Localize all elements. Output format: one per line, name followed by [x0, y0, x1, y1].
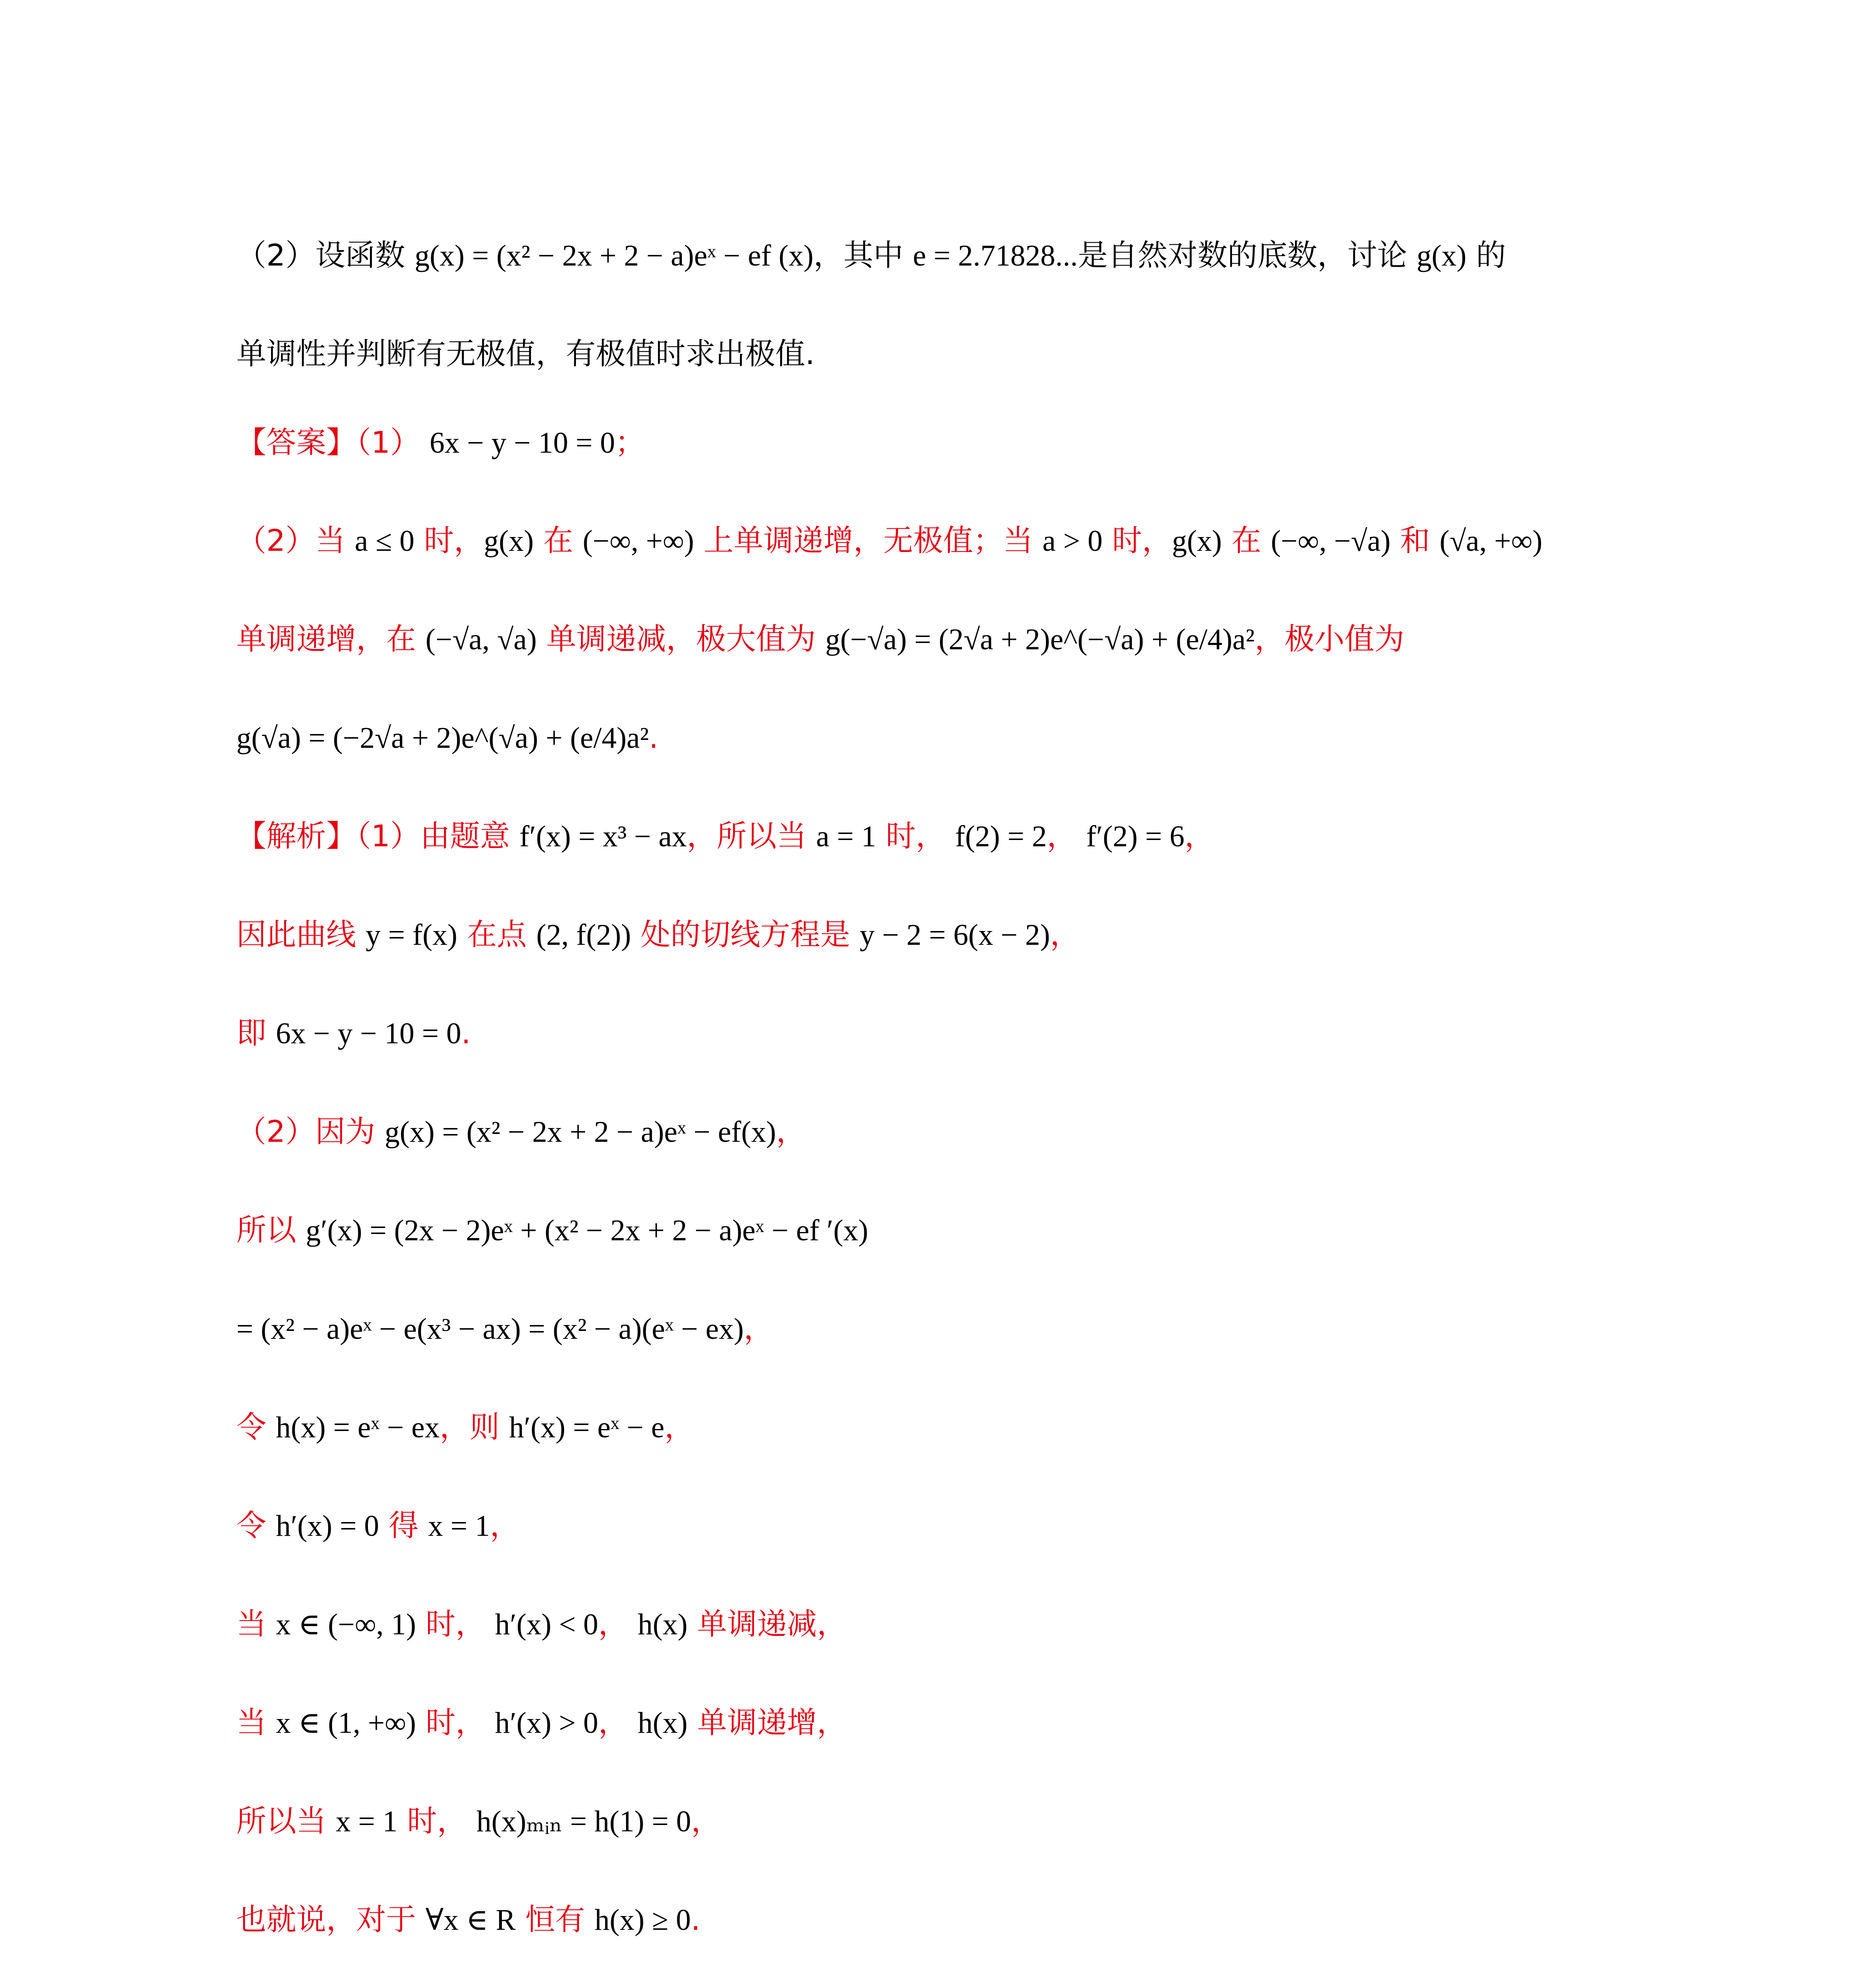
text-run: ，: [1184, 818, 1215, 853]
solution-line-6: [236, 1309, 1718, 1349]
text-run: （1）: [356, 425, 430, 460]
math-expression: f(2) = 2: [955, 820, 1047, 853]
text-run: .: [649, 720, 659, 755]
answer-line-3: [236, 619, 1718, 659]
answer-line-1: [236, 423, 1718, 463]
text-run: .: [691, 1902, 700, 1937]
text-run: 所以: [236, 1212, 306, 1247]
math-expression: h(x) ≥ 0: [594, 1903, 691, 1937]
math-expression: x ∈ (−∞, 1): [276, 1608, 416, 1641]
text-run: ，所以当: [687, 818, 816, 853]
text-run: 和: [1390, 523, 1440, 558]
text-run: 单调递增，: [687, 1705, 847, 1740]
text-run: （2）设函数: [236, 238, 415, 273]
text-run: ，则: [439, 1409, 509, 1444]
text-run: ，其中: [813, 238, 913, 273]
text-run: （2）当: [236, 523, 355, 558]
math-expression: (−∞, +∞): [583, 524, 694, 558]
math-expression: h(x): [637, 1706, 688, 1740]
solution-line-1: [236, 816, 1718, 856]
text-run: 当: [236, 1705, 276, 1740]
math-expression: (−√a, √a): [425, 623, 537, 656]
solution-line-3: [236, 1013, 1718, 1053]
text-run: .: [461, 1015, 471, 1050]
text-run: ，: [1050, 917, 1080, 952]
text-run: ，: [691, 1803, 721, 1838]
text-run: 处的切线方程是: [631, 917, 860, 952]
text-run: 的: [1466, 238, 1506, 273]
text-run: 【答案】: [236, 425, 356, 460]
text-run: 得: [379, 1508, 428, 1543]
solution-line-11: [236, 1801, 1718, 1841]
text-run: 即: [236, 1015, 276, 1050]
math-expression: 6x − y − 10 = 0: [276, 1017, 461, 1050]
math-expression: h′(x) = eˣ − e: [509, 1411, 665, 1444]
math-expression: (2, f(2)): [536, 918, 631, 952]
solution-line-4: [236, 1112, 1718, 1152]
text-run: 时，: [416, 1705, 495, 1740]
math-expression: g(√a) = (−2√a + 2)e^(√a) + (e/4)a²: [236, 721, 649, 755]
math-expression: a ≤ 0: [355, 524, 414, 558]
math-expression: = (x² − a)eˣ − e(x³ − ax) = (x² − a)(eˣ − ex): [236, 1312, 744, 1346]
text-run: 上单调递增，无极值；当: [694, 523, 1043, 558]
text-run: ，: [776, 1114, 806, 1149]
text-run: 时，: [397, 1803, 477, 1838]
text-run: 时，: [416, 1606, 495, 1641]
solution-line-10: [236, 1703, 1718, 1743]
text-run: 也就说，对于: [236, 1902, 426, 1937]
text-run: 时，: [876, 818, 955, 853]
problem-line-2: [236, 334, 1718, 374]
text-run: ，极小值为: [1254, 621, 1404, 656]
text-run: 令: [236, 1508, 276, 1543]
text-run: 所以当: [236, 1803, 336, 1838]
text-run: （2）因为: [236, 1114, 385, 1149]
math-expression: (√a, +∞): [1440, 524, 1543, 558]
math-expression: g(x): [1172, 524, 1222, 558]
text-run: 令: [236, 1409, 276, 1444]
text-run: 在: [1222, 523, 1271, 558]
text-run: 单调递减，: [687, 1606, 847, 1641]
text-run: 时，: [414, 523, 484, 558]
text-run: 是自然对数的底数，讨论: [1077, 238, 1417, 273]
math-expression: h(x): [637, 1608, 688, 1641]
text-run: 单调递减，极大值为: [537, 621, 825, 656]
text-run: 单调递增，在: [236, 621, 426, 656]
solution-line-5: [236, 1210, 1718, 1250]
text-run: 【解析】: [236, 818, 356, 853]
math-expression: (−∞, −√a): [1270, 524, 1391, 558]
math-expression: h′(x) < 0: [495, 1608, 598, 1641]
text-run: ，: [598, 1705, 638, 1740]
problem-line-1: [236, 236, 1718, 275]
text-run: ，: [743, 1311, 774, 1346]
text-run: ；: [615, 425, 645, 460]
text-run: 因此曲线: [236, 917, 366, 952]
answer-line-2: [236, 521, 1718, 561]
solution-line-9: [236, 1604, 1718, 1644]
math-expression: x = 1: [336, 1805, 398, 1838]
math-expression: g(x) = (x² − 2x + 2 − a)eˣ − ef(x): [384, 1115, 776, 1149]
text-run: 单调性并判断有无极值，有极值时求出极值.: [236, 336, 815, 371]
math-expression: f′(x) = x³ − ax: [519, 820, 687, 853]
text-run: 在点: [457, 917, 537, 952]
text-run: 在: [533, 523, 583, 558]
text-run: 恒有: [516, 1902, 595, 1937]
math-expression: g(x): [484, 524, 534, 558]
math-expression: g′(x) = (2x − 2)eˣ + (x² − 2x + 2 − a)eˣ − ef ′(x): [306, 1214, 868, 1247]
math-expression: h(x)ₘᵢₙ = h(1) = 0: [476, 1805, 691, 1838]
math-expression: ∀x ∈ R: [425, 1903, 516, 1937]
text-run: ，: [1047, 818, 1087, 853]
math-expression: 6x − y − 10 = 0: [429, 426, 615, 459]
text-run: 时，: [1102, 523, 1172, 558]
math-expression: a > 0: [1042, 524, 1103, 558]
solution-line-2: [236, 915, 1718, 955]
math-expression: h(x) = eˣ − ex: [276, 1411, 440, 1444]
math-expression: x ∈ (1, +∞): [276, 1706, 416, 1740]
text-run: ，: [490, 1508, 520, 1543]
math-expression: h′(x) = 0: [276, 1509, 379, 1543]
math-expression: g(−√a) = (2√a + 2)e^(−√a) + (e/4)a²: [825, 623, 1255, 656]
solution-line-7: [236, 1407, 1718, 1447]
math-expression: x = 1: [428, 1509, 490, 1543]
math-expression: e = 2.71828...: [913, 239, 1078, 272]
math-expression: y = f(x): [366, 918, 457, 952]
answer-line-4: [236, 718, 1718, 758]
text-run: ，: [664, 1409, 695, 1444]
math-expression: h′(x) > 0: [495, 1706, 598, 1740]
solution-line-12: [236, 1900, 1718, 1940]
math-expression: y − 2 = 6(x − 2): [860, 918, 1050, 952]
text-run: （1）由题意: [356, 818, 520, 853]
math-expression: f′(2) = 6: [1086, 820, 1185, 853]
text-run: ，: [598, 1606, 638, 1641]
text-run: 当: [236, 1606, 276, 1641]
solution-line-8: [236, 1506, 1718, 1546]
math-expression: a = 1: [816, 820, 877, 853]
math-expression: g(x) = (x² − 2x + 2 − a)eˣ − ef (x): [414, 239, 814, 272]
math-expression: g(x): [1416, 239, 1467, 272]
